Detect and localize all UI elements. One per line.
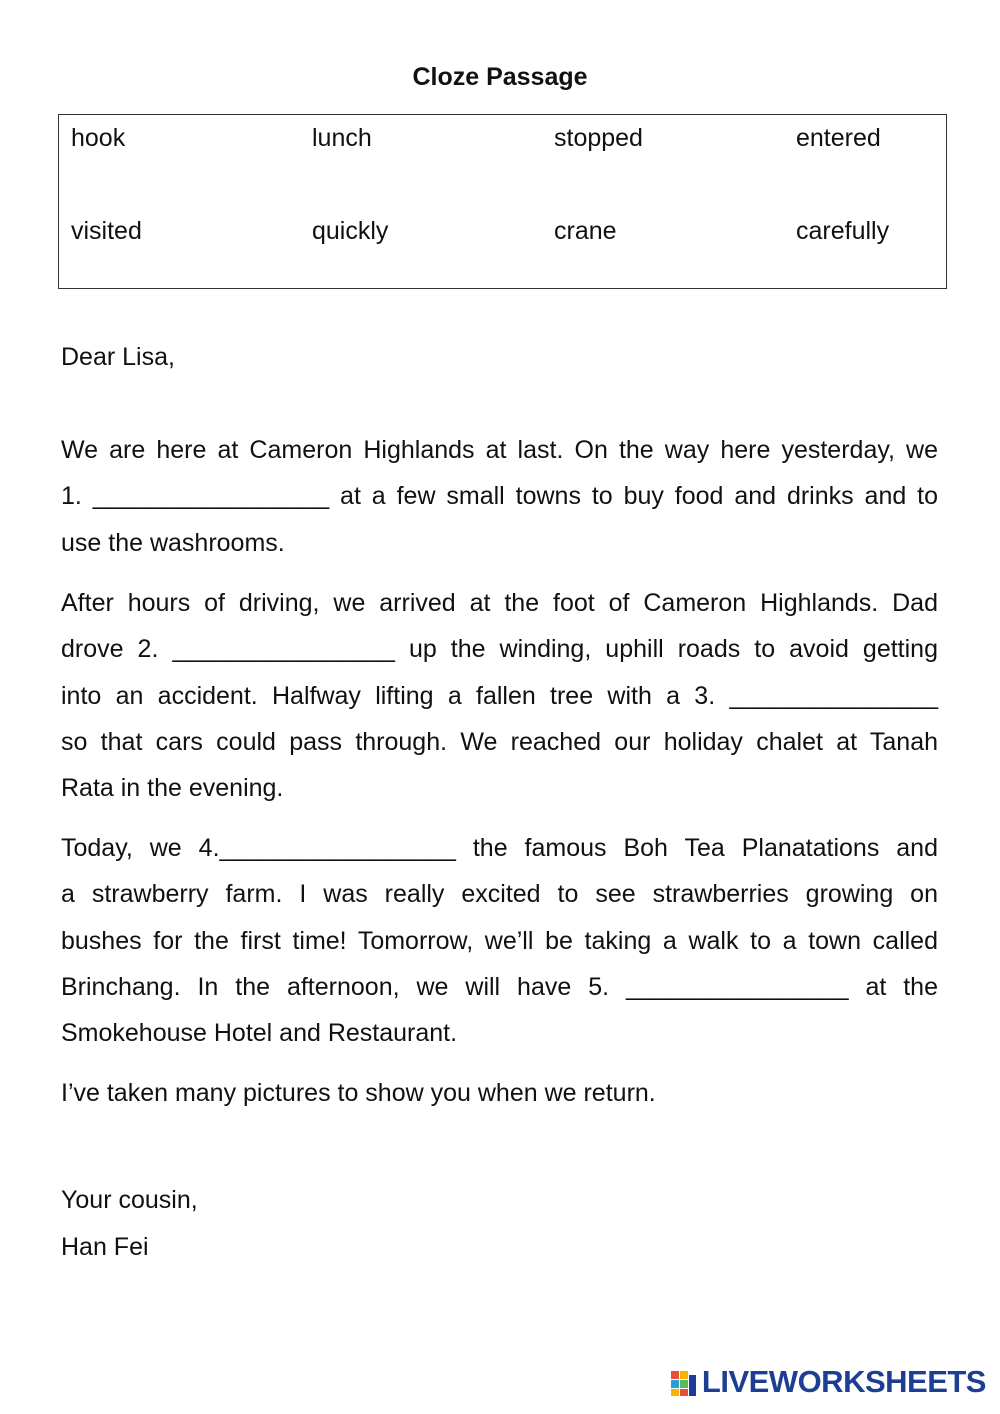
letter-signature: Han Fei: [61, 1233, 149, 1261]
liveworksheets-logo: [670, 1364, 986, 1400]
text-line: After hours of driving, we arrived at the foot of Cameron Highlands. Dad: [61, 589, 938, 617]
word-bank-item: crane: [554, 217, 617, 245]
answer-blank-1[interactable]: _________________: [92, 482, 330, 511]
text-line: Smokehouse Hotel and Restaurant.: [61, 1019, 458, 1048]
logo-text: LIVEWORKSHEETS: [701, 1364, 986, 1399]
text-fragment: at a few small towns to buy food and drinks and to: [340, 482, 938, 511]
text-line: [61, 626, 938, 672]
word-bank-item: hook: [71, 124, 126, 152]
text-fragment: at the: [865, 972, 938, 1001]
word-bank-item: visited: [71, 217, 142, 245]
text-line: a strawberry farm. I was really excited to see strawberries growing on: [61, 880, 938, 909]
answer-blank-4[interactable]: _________________: [219, 834, 456, 862]
paragraph-1: [61, 427, 938, 566]
letter-greeting: Dear Lisa,: [61, 343, 175, 371]
text-line: [61, 964, 938, 1010]
paragraph-4: I’ve taken many pictures to show you when we return.: [61, 1079, 656, 1107]
word-bank-item: lunch: [312, 124, 372, 152]
answer-blank-3[interactable]: _______________: [729, 681, 938, 710]
text-line: [61, 473, 938, 519]
text-fragment: up the winding, uphill roads to avoid getting: [408, 635, 938, 664]
text-line: [61, 825, 938, 871]
text-fragment: Today, we 4.: [61, 834, 220, 862]
text-fragment: drove 2.: [61, 635, 159, 664]
text-line: bushes for the first time! Tomorrow, we’ll be taking a walk to a town called: [61, 926, 938, 955]
letter-closing: Your cousin,: [61, 1186, 198, 1214]
word-bank-item: stopped: [554, 124, 643, 152]
word-bank-box: [58, 114, 947, 289]
text-line: Rata in the evening.: [61, 774, 284, 803]
text-line: We are here at Cameron Highlands at last. On the way here yesterday, we: [61, 436, 938, 464]
word-bank-item: entered: [796, 124, 881, 152]
text-line: use the washrooms.: [61, 528, 285, 557]
text-line: so that cars could pass through. We reached our holiday chalet at Tanah: [61, 727, 938, 756]
answer-blank-2[interactable]: ________________: [172, 635, 395, 664]
word-bank-item: quickly: [312, 217, 389, 245]
text-fragment: the famous Boh Tea Planatations and: [455, 834, 938, 862]
page-title: Cloze Passage: [412, 63, 588, 91]
text-line: [61, 673, 938, 719]
paragraph-3: [61, 825, 938, 1056]
paragraph-2: [61, 580, 938, 811]
text-fragment: into an accident. Halfway lifting a fallen tree with a 3.: [61, 681, 716, 710]
word-bank-item: carefully: [796, 217, 890, 245]
answer-blank-5[interactable]: ________________: [626, 972, 849, 1001]
blank-number: 1.: [61, 482, 82, 511]
text-fragment: Brinchang. In the afternoon, we will have 5.: [61, 972, 610, 1001]
liveworksheets-logo-icon: [670, 1367, 698, 1397]
